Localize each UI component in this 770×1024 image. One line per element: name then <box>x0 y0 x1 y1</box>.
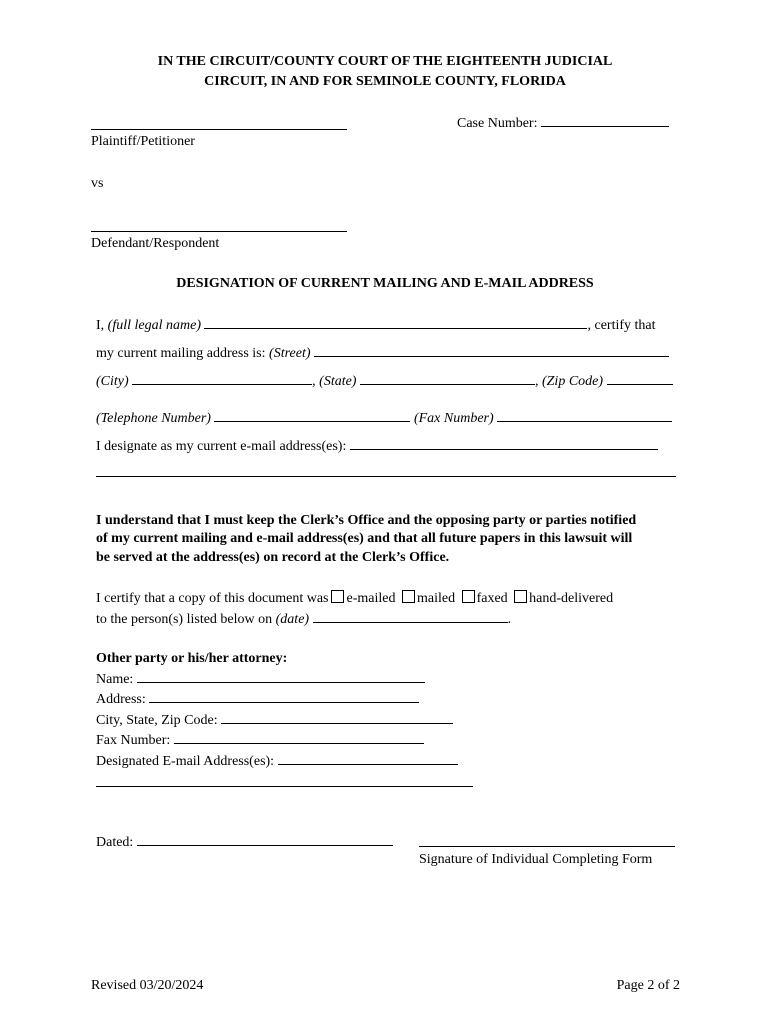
full-name-field[interactable] <box>204 315 587 329</box>
zip-code-label: (Zip Code) <box>541 374 604 389</box>
notice-line-3: be served at the address(es) on record at the Clerk’s Office. <box>96 550 450 565</box>
service-date-field[interactable] <box>313 609 508 623</box>
city-field[interactable] <box>132 371 312 385</box>
dated-row <box>96 832 393 852</box>
street-row <box>96 343 669 363</box>
full-name-row <box>96 315 656 335</box>
street-label: (Street) <box>269 346 311 361</box>
email-row <box>96 436 658 456</box>
email-field-continued[interactable] <box>96 476 676 477</box>
other-party-address-field[interactable] <box>149 689 419 703</box>
state-label: (State) <box>319 374 357 389</box>
court-header-line-2: CIRCUIT, IN AND FOR SEMINOLE COUNTY, FLORIDA <box>204 74 566 89</box>
other-party-city-row <box>96 710 453 730</box>
other-party-email-field-continued[interactable] <box>96 786 473 787</box>
case-number-row <box>457 113 669 133</box>
form-title: DESIGNATION OF CURRENT MAILING AND E-MAIL ADDRESS <box>176 276 594 291</box>
hand-delivered-checkbox[interactable] <box>514 590 527 603</box>
certification-text: I certify that a copy of this document was <box>96 591 329 606</box>
other-party-fax-label: Fax Number: <box>96 733 171 748</box>
plaintiff-label: Plaintiff/Petitioner <box>91 134 195 149</box>
mailed-checkbox[interactable] <box>402 590 415 603</box>
other-party-name-label: Name: <box>96 672 134 687</box>
emailed-checkbox[interactable] <box>331 590 344 603</box>
defendant-name-line[interactable] <box>91 231 347 232</box>
fax-number-field[interactable] <box>497 408 672 422</box>
service-date-row <box>96 609 511 629</box>
other-party-city-state-zip-label: City, State, Zip Code: <box>96 713 218 728</box>
revised-date: Revised 03/20/2024 <box>91 978 204 993</box>
other-party-name-row <box>96 669 425 689</box>
certify-that-text: , certify that <box>587 318 656 333</box>
dated-label: Dated: <box>96 835 134 850</box>
faxed-label: faxed <box>476 591 508 606</box>
service-date-period: . <box>507 612 512 627</box>
other-party-fax-row <box>96 730 424 750</box>
other-party-address-row <box>96 689 419 709</box>
other-party-address-label: Address: <box>96 692 146 707</box>
notice-line-2: of my current mailing and e-mail address(es) and that all future papers in this lawsuit will <box>96 531 633 546</box>
service-date-text: to the person(s) listed below on <box>96 612 273 627</box>
court-header-line-1: IN THE CIRCUIT/COUNTY COURT OF THE EIGHTEENTH JUDICIAL <box>157 54 613 69</box>
phone-fax-row <box>96 408 672 428</box>
zip-code-field[interactable] <box>607 371 673 385</box>
full-name-label: (full legal name) <box>107 318 201 333</box>
other-party-city-state-zip-field[interactable] <box>221 710 453 724</box>
city-state-zip-row: (City) , (State) , (Zip Code) <box>96 371 673 391</box>
other-party-fax-field[interactable] <box>174 730 424 744</box>
street-field[interactable] <box>314 343 669 357</box>
other-party-email-row <box>96 751 458 771</box>
other-party-email-label: Designated E-mail Address(es): <box>96 754 275 769</box>
other-party-heading: Other party or his/her attorney: <box>96 651 288 666</box>
signature-line[interactable] <box>419 846 675 847</box>
page-number: Page 2 of 2 <box>616 978 680 993</box>
dated-field[interactable] <box>137 832 393 846</box>
faxed-checkbox[interactable] <box>462 590 475 603</box>
signature-label: Signature of Individual Completing Form <box>419 852 653 867</box>
other-party-name-field[interactable] <box>137 669 425 683</box>
state-field[interactable] <box>360 371 535 385</box>
emailed-label: e-mailed <box>346 591 396 606</box>
email-field[interactable] <box>350 436 658 450</box>
email-designation-text: I designate as my current e-mail address(es): <box>96 439 347 454</box>
certification-row <box>96 590 613 608</box>
plaintiff-name-line[interactable] <box>91 129 347 130</box>
case-number-label: Case Number: <box>457 116 538 131</box>
telephone-label: (Telephone Number) <box>96 411 211 426</box>
city-label: (City) <box>96 374 129 389</box>
i-prefix: I, <box>96 318 105 333</box>
other-party-email-field[interactable] <box>278 751 458 765</box>
notice-line-1: I understand that I must keep the Clerk’s Office and the opposing party or parties notified <box>96 513 637 528</box>
case-number-field[interactable] <box>541 113 669 127</box>
fax-number-label: (Fax Number) <box>413 411 494 426</box>
mailing-address-text: my current mailing address is: <box>96 346 266 361</box>
mailed-label: mailed <box>416 591 456 606</box>
hand-delivered-label: hand-delivered <box>529 591 614 606</box>
date-label: (date) <box>275 612 310 627</box>
defendant-label: Defendant/Respondent <box>91 236 220 251</box>
telephone-field[interactable] <box>214 408 410 422</box>
vs-label: vs <box>91 176 104 191</box>
